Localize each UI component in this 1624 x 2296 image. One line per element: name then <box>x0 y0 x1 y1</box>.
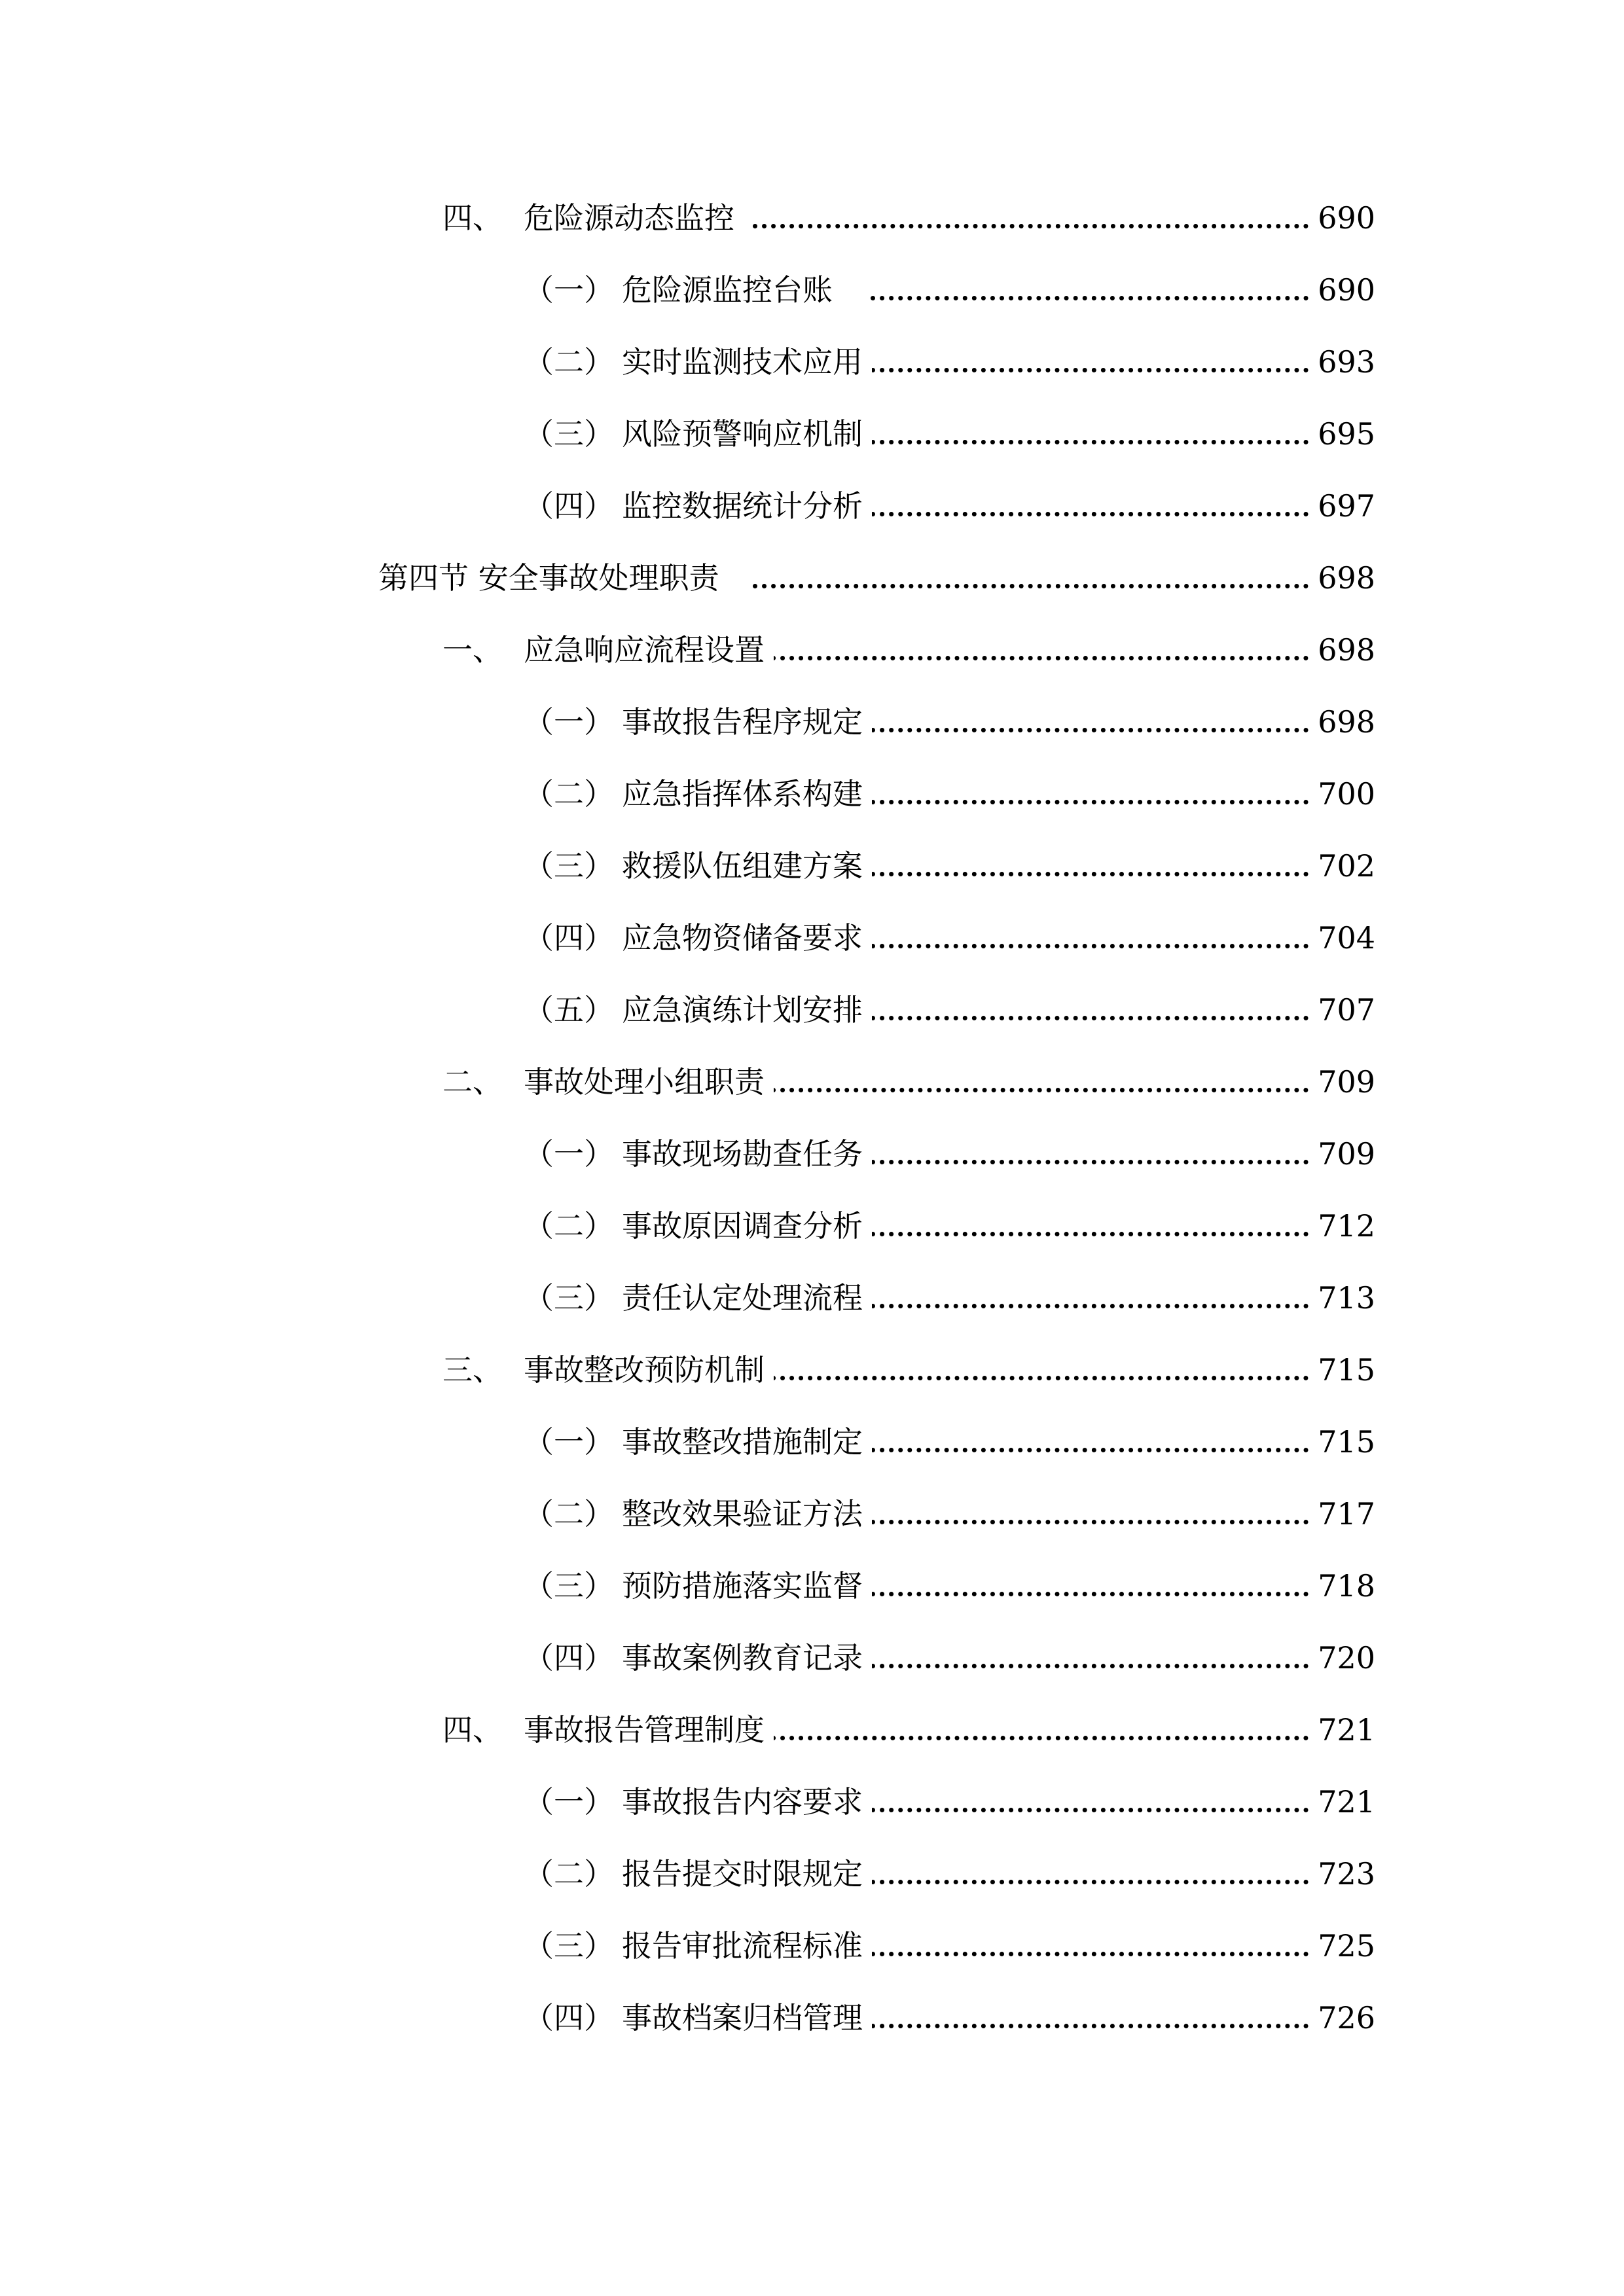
toc-entry-number: （三） <box>524 1928 614 1964</box>
toc-entry-title: 风险预警响应机制 <box>622 419 872 449</box>
toc-entry[interactable] <box>0 488 1624 563</box>
toc-entry-title: 危险源监控台账 <box>622 275 842 305</box>
toc-entry-number: 四、 <box>442 200 503 236</box>
toc-entry-title: 事故报告内容要求 <box>622 1787 872 1817</box>
toc-entry-number: （二） <box>524 1496 614 1532</box>
toc-entry-number: （三） <box>524 1568 614 1604</box>
toc-entry-page: 713 <box>1308 1283 1375 1313</box>
toc-entry-page: 726 <box>1308 2003 1375 2033</box>
toc-entry[interactable] <box>0 848 1624 923</box>
toc-entry-number: （三） <box>524 1280 614 1316</box>
toc-entry-title: 实时监测技术应用 <box>622 347 872 377</box>
toc-entry-number: （一） <box>524 1136 614 1172</box>
dot-leader <box>871 800 1308 804</box>
toc-entry-number: （一） <box>524 1784 614 1820</box>
toc-entry-page: 715 <box>1308 1427 1375 1457</box>
toc-entry-page: 707 <box>1308 995 1375 1025</box>
toc-entry-number: （二） <box>524 1208 614 1244</box>
toc-entry-number: 三、 <box>442 1352 503 1388</box>
toc-entry-title: 报告提交时限规定 <box>622 1859 872 1889</box>
toc-entry-page: 720 <box>1308 1643 1375 1673</box>
toc-entry-page: 715 <box>1308 1355 1375 1385</box>
toc-entry[interactable] <box>0 1568 1624 1643</box>
toc-entry-number: （二） <box>524 776 614 812</box>
toc-entry-page: 704 <box>1308 923 1375 953</box>
toc-entry-page: 702 <box>1308 851 1375 881</box>
toc-entry[interactable] <box>0 1208 1624 1283</box>
toc-entry-title: 事故处理小组职责 <box>524 1067 774 1097</box>
dot-leader <box>871 512 1308 516</box>
toc-entry-title: 救援队伍组建方案 <box>622 851 872 881</box>
dot-leader <box>871 1520 1308 1524</box>
toc-entry-page: 698 <box>1308 563 1375 593</box>
toc-entry-title: 事故报告管理制度 <box>524 1715 774 1745</box>
dot-leader <box>871 1016 1308 1020</box>
dot-leader <box>753 1736 1308 1740</box>
toc-entry-number: 二、 <box>442 1064 503 1100</box>
dot-leader <box>871 1304 1308 1308</box>
toc-entry-page: 690 <box>1308 275 1375 305</box>
toc-entry-number: （一） <box>524 272 614 308</box>
dot-leader <box>871 440 1308 444</box>
toc-entry-page: 697 <box>1308 491 1375 521</box>
toc-entry-number: （五） <box>524 992 614 1028</box>
dot-leader <box>871 1664 1308 1668</box>
toc-entry-page: 695 <box>1308 419 1375 449</box>
dot-leader <box>753 656 1308 660</box>
toc-entry-number: （三） <box>524 848 614 884</box>
toc-entry-number: （一） <box>524 704 614 740</box>
toc-entry[interactable] <box>0 1424 1624 1499</box>
toc-entry-number: （四） <box>524 488 614 524</box>
toc-entry-title: 事故档案归档管理 <box>622 2003 872 2033</box>
dot-leader <box>871 1232 1308 1236</box>
toc-entry-number: （二） <box>524 344 614 380</box>
toc-entry-page: 693 <box>1308 347 1375 377</box>
toc-entry-number: （三） <box>524 416 614 452</box>
dot-leader <box>871 368 1308 372</box>
toc-entry-page: 712 <box>1308 1211 1375 1241</box>
dot-leader <box>871 296 1308 300</box>
dot-leader <box>753 224 1308 228</box>
toc-entry[interactable] <box>0 1496 1624 1571</box>
dot-leader <box>753 1088 1308 1092</box>
toc-entry-page: 721 <box>1308 1715 1375 1745</box>
toc-entry-title: 事故原因调查分析 <box>622 1211 872 1241</box>
dot-leader <box>871 728 1308 732</box>
toc-entry-page: 698 <box>1308 635 1375 665</box>
toc-entry-page: 690 <box>1308 203 1375 233</box>
toc-entry[interactable] <box>0 1352 1624 1427</box>
toc-entry[interactable] <box>0 920 1624 995</box>
toc-entry-page: 709 <box>1308 1067 1375 1097</box>
toc-entry-page: 723 <box>1308 1859 1375 1889</box>
toc-entry[interactable] <box>0 1280 1624 1355</box>
toc-entry-title: 监控数据统计分析 <box>622 491 872 521</box>
toc-entry-title: 报告审批流程标准 <box>622 1931 872 1961</box>
toc-entry[interactable] <box>0 1064 1624 1139</box>
toc-entry[interactable] <box>0 632 1624 707</box>
dot-leader <box>871 1160 1308 1164</box>
toc-section-title: 第四节 安全事故处理职责 <box>378 563 729 593</box>
toc-entry[interactable] <box>0 2000 1624 2075</box>
toc-entry-page: 718 <box>1308 1571 1375 1601</box>
dot-leader <box>871 1592 1308 1596</box>
toc-entry[interactable] <box>0 776 1624 851</box>
toc-entry-number: （一） <box>524 1424 614 1460</box>
toc-entry-title: 事故报告程序规定 <box>622 707 872 737</box>
toc-entry-number: （四） <box>524 2000 614 2036</box>
toc-entry-number: （四） <box>524 1640 614 1676</box>
dot-leader <box>871 1448 1308 1452</box>
toc-entry[interactable] <box>0 704 1624 779</box>
toc-entry-title: 危险源动态监控 <box>524 203 744 233</box>
toc-entry-page: 700 <box>1308 779 1375 809</box>
dot-leader <box>753 584 1308 588</box>
toc-entry-title: 应急物资储备要求 <box>622 923 872 953</box>
toc-entry[interactable] <box>0 1712 1624 1787</box>
toc-entry-title: 应急响应流程设置 <box>524 635 774 665</box>
toc-entry-page: 717 <box>1308 1499 1375 1529</box>
dot-leader <box>871 1808 1308 1812</box>
dot-leader <box>871 2024 1308 2028</box>
toc-entry-title: 应急指挥体系构建 <box>622 779 872 809</box>
toc-entry-page: 709 <box>1308 1139 1375 1169</box>
toc-entry-number: （二） <box>524 1856 614 1892</box>
toc-entry-page: 725 <box>1308 1931 1375 1961</box>
dot-leader <box>871 944 1308 948</box>
toc-entry-page: 698 <box>1308 707 1375 737</box>
toc-entry[interactable] <box>0 344 1624 419</box>
toc-entry-title: 事故案例教育记录 <box>622 1643 872 1673</box>
toc-entry-number: 一、 <box>442 632 503 668</box>
toc-entry-title: 事故现场勘查任务 <box>622 1139 872 1169</box>
dot-leader <box>871 1880 1308 1884</box>
toc-entry[interactable] <box>0 1784 1624 1859</box>
toc-entry[interactable] <box>0 416 1624 491</box>
toc-entry-number: （四） <box>524 920 614 956</box>
toc-entry[interactable] <box>0 1136 1624 1211</box>
toc-entry-title: 事故整改措施制定 <box>622 1427 872 1457</box>
toc-entry[interactable] <box>0 1640 1624 1715</box>
toc-entry-title: 预防措施落实监督 <box>622 1571 872 1601</box>
dot-leader <box>871 872 1308 876</box>
dot-leader <box>753 1376 1308 1380</box>
toc-entry-title: 应急演练计划安排 <box>622 995 872 1025</box>
toc-entry-page: 721 <box>1308 1787 1375 1817</box>
toc-entry[interactable] <box>0 1928 1624 2003</box>
toc-entry-title: 整改效果验证方法 <box>622 1499 872 1529</box>
toc-entry[interactable] <box>0 1856 1624 1931</box>
toc-entry-title: 事故整改预防机制 <box>524 1355 774 1385</box>
toc-section-entry[interactable] <box>0 560 1624 635</box>
toc-entry-number: 四、 <box>442 1712 503 1748</box>
toc-entry-title: 责任认定处理流程 <box>622 1283 872 1313</box>
dot-leader <box>871 1952 1308 1956</box>
toc-entry[interactable] <box>0 992 1624 1067</box>
toc-entry[interactable] <box>0 200 1624 275</box>
toc-entry[interactable] <box>0 272 1624 347</box>
